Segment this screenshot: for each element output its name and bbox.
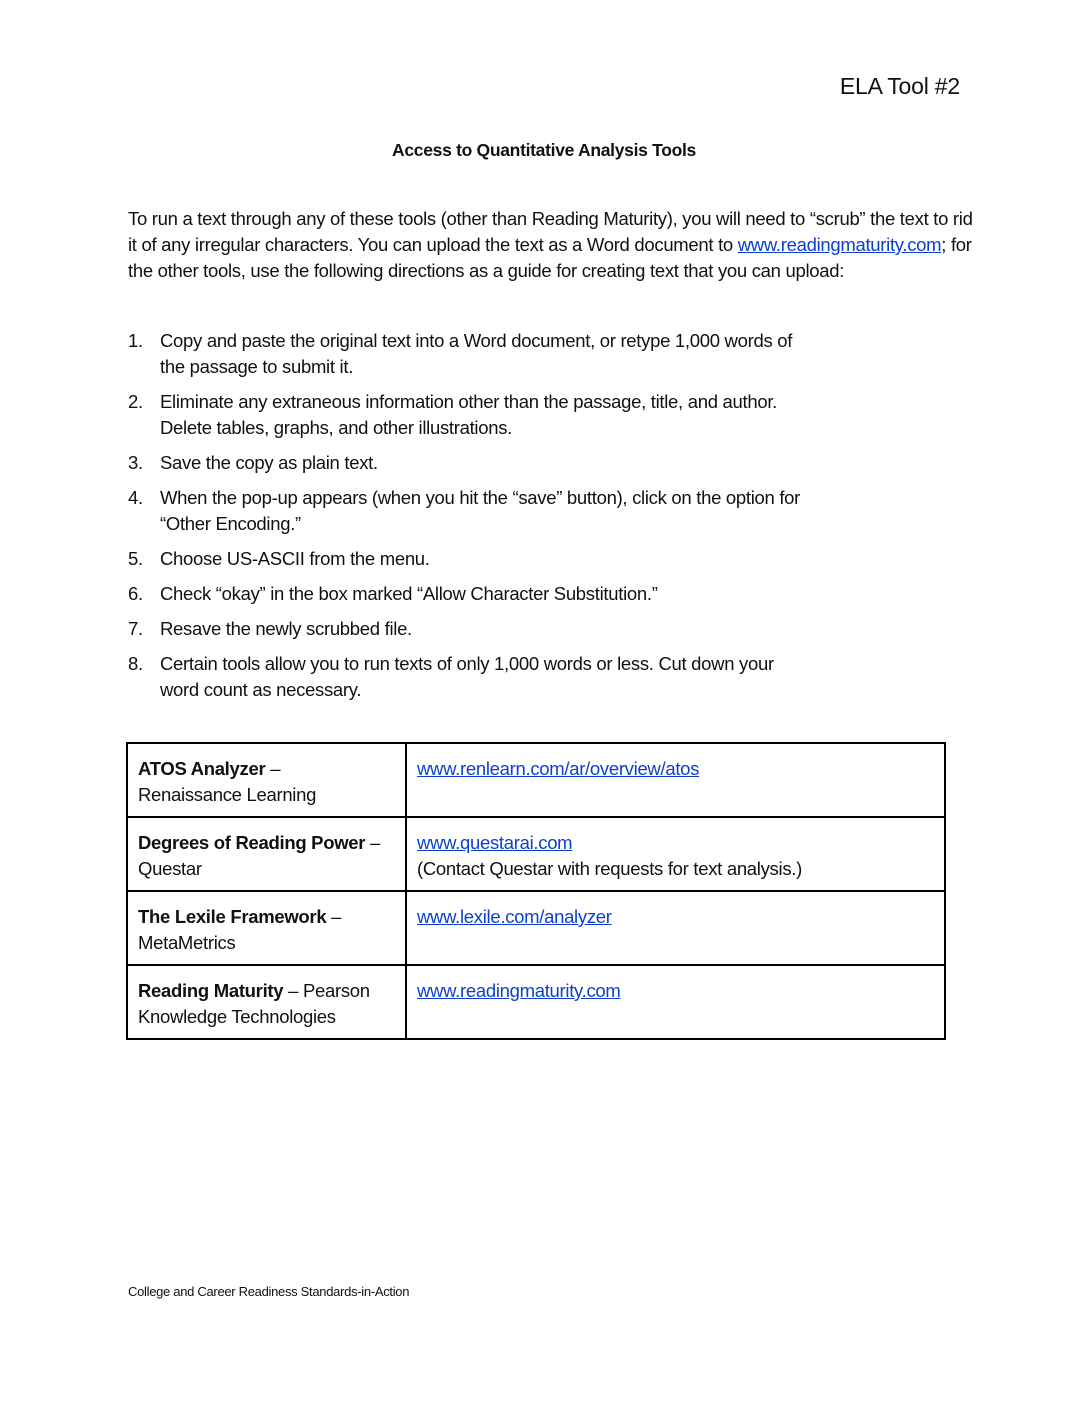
step-number: 5. (128, 548, 143, 569)
tool-name-cell (127, 743, 406, 817)
intro-paragraph (128, 206, 978, 284)
step-number: 7. (128, 618, 143, 639)
tool-link-cell (406, 743, 945, 817)
step-number: 6. (128, 583, 143, 604)
step-text: Eliminate any extraneous information other than the passage, title, and author. Delete tables, graphs, and other illustrations. (160, 391, 778, 438)
step-text: Save the copy as plain text. (160, 452, 378, 473)
step-item (128, 616, 808, 642)
page-title: Access to Quantitative Analysis Tools (392, 140, 696, 160)
step-number: 8. (128, 653, 143, 674)
step-item (128, 485, 808, 537)
tool-link-atos[interactable]: www.renlearn.com/ar/overview/atos (417, 758, 700, 779)
tool-link-cell (406, 965, 945, 1039)
page-footer: College and Career Readiness Standards-in-Action (128, 1284, 410, 1299)
step-item (128, 450, 808, 476)
step-item (128, 651, 808, 703)
step-number: 1. (128, 330, 143, 351)
tool-separator: – (265, 758, 281, 779)
step-item (128, 389, 808, 441)
intro-text-end: ; for the other tools, use the following directions as a guide for creating text that you can upload: (128, 234, 972, 281)
tool-note: (Contact Questar with requests for text analysis.) (417, 858, 802, 879)
tool-link-cell (406, 817, 945, 891)
step-number: 2. (128, 391, 143, 412)
tool-link-reading-maturity[interactable]: www.readingmaturity.com (417, 980, 621, 1001)
tool-name-cell (127, 965, 406, 1039)
table-row (127, 891, 945, 965)
step-item (128, 328, 808, 380)
tool-provider: MetaMetrics (138, 932, 236, 953)
step-text: Choose US-ASCII from the menu. (160, 548, 430, 569)
tool-provider: Questar (138, 858, 202, 879)
table-row (127, 743, 945, 817)
tool-separator: – (365, 832, 381, 853)
tool-link-cell (406, 891, 945, 965)
step-text: Copy and paste the original text into a Word document, or retype 1,000 words of the passage to submit it. (160, 330, 793, 377)
analysis-tools-table (126, 742, 946, 1040)
table-row (127, 817, 945, 891)
tool-separator: – (283, 980, 303, 1001)
tool-name: The Lexile Framework (138, 906, 327, 927)
step-item (128, 546, 808, 572)
tool-link-lexile[interactable]: www.lexile.com/analyzer (417, 906, 612, 927)
table-row (127, 965, 945, 1039)
instruction-steps-list (128, 328, 808, 712)
step-number: 3. (128, 452, 143, 473)
step-text: Resave the newly scrubbed file. (160, 618, 412, 639)
tool-tag: ELA Tool #2 (839, 73, 960, 99)
tool-separator: – (326, 906, 342, 927)
intro-reading-maturity-link[interactable]: www.readingmaturity.com (737, 234, 942, 255)
tool-name: Reading Maturity (138, 980, 284, 1001)
tool-name-cell (127, 891, 406, 965)
tool-name-cell (127, 817, 406, 891)
step-item (128, 581, 808, 607)
step-number: 4. (128, 487, 143, 508)
step-text: Check “okay” in the box marked “Allow Character Substitution.” (160, 583, 658, 604)
intro-text-start: To run a text through any of these tools (other than Reading Maturity), you will need to “scrub” the text to rid it of any irregular characters. You can upload the text as a Word document to (128, 208, 973, 255)
tool-provider: Renaissance Learning (138, 784, 317, 805)
step-text: When the pop-up appears (when you hit the “save” button), click on the option for “Other Encoding.” (160, 487, 801, 534)
step-text: Certain tools allow you to run texts of only 1,000 words or less. Cut down your word count as necessary. (160, 653, 774, 700)
tool-link-questar[interactable]: www.questarai.com (417, 832, 573, 853)
tool-name: ATOS Analyzer (138, 758, 266, 779)
tool-name: Degrees of Reading Power (138, 832, 366, 853)
tool-provider: Pearson Knowledge Technologies (138, 980, 370, 1027)
